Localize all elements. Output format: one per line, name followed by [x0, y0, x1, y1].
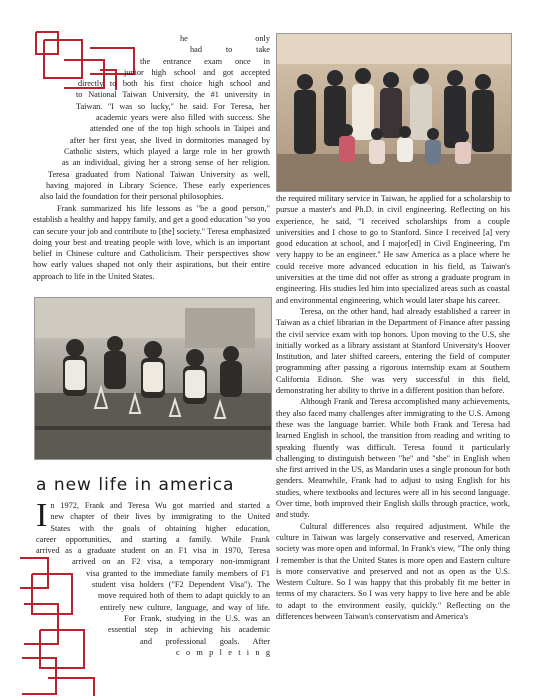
text-line: States with the goals of obtaining higher education,	[50, 523, 270, 533]
text-line: Taiwan. "I was so lucky," he said. For Teresa, her	[76, 101, 270, 111]
text-line: he only	[180, 34, 270, 43]
text-line: junior high school and got accepted	[124, 67, 270, 77]
text-line: new chapter of their lives by immigrating to the United	[50, 512, 270, 522]
text-line: arrived on an F2 visa, a temporary non-immigrant	[72, 557, 270, 567]
text-line: career opportunities, and starting a family. While Frank	[36, 534, 270, 544]
text-line: student visa holders ("F2 Dependent Visa"). The	[92, 580, 270, 590]
paragraph: Frank summarized his life lessons as "be a good person," establish a healthy and happy family, and get a good education "so you can secure your job and contribute to [the] society." Teresa emphasized doing your best and treating people with love, which is an important belief in Chinese culture and Catholicism. Their perspectives show how early values shaped not only their aspirations, but their entire approach to life in the United States.	[33, 204, 270, 281]
text-line: move required both of them to adapt quickly to an	[98, 591, 270, 601]
section-headline: a new life in america	[36, 475, 235, 495]
text-line: For Frank, studying in the U.S. was an	[124, 613, 270, 623]
paragraph: Although Frank and Teresa accomplished many achievements, they also faced many challenges after immigrating to the U.S. Among these was the language barrier. While both Frank and Teresa had learned English in school, the transition from reading and writing to speaking fluently was difficult. Teresa found it particularly challenging to distinguish between "he" and "she" in English when she first arrived in the US, as Mandarin uses a single pronoun for both genders. Meanwhile, Frank had to adjust to using English for his studies, where textbooks and lectures were all in his second language. Over time, both improved their English skills through practice, work, and study.	[276, 397, 510, 520]
column-1-bottom-text	[36, 497, 270, 658]
text-line: n 1972, Frank and Teresa Wu got married and started a	[50, 501, 270, 510]
text-line: visa granted to the immediate family members of F1	[86, 568, 270, 578]
text-line: as an individual, giving her a strong sense of her religion.	[62, 158, 270, 168]
text-line: c o m p l e t i n g	[176, 647, 270, 657]
text-line: arrived as a graduate student on an F1 visa in 1970, Teresa	[36, 546, 270, 556]
text-line: to National Taiwan University, the #1 university in	[76, 90, 270, 100]
historical-photo-lab	[34, 297, 272, 460]
text-line: academic years were also filled with success. She	[96, 113, 270, 123]
family-photo-illustration	[277, 34, 511, 191]
text-line: also laid the foundation for their personal philosophies.	[40, 192, 224, 202]
column-2-text	[276, 193, 510, 622]
column-1-paragraph-2	[33, 203, 270, 282]
drop-cap: I	[36, 497, 48, 534]
text-line: directly to both his first choice high school and	[78, 79, 270, 89]
family-photo	[276, 33, 512, 192]
text-line: having majored in Library Science. These early experiences	[46, 180, 270, 190]
lab-photo-illustration	[35, 298, 271, 459]
text-line: Teresa graduated from National Taiwan University as well,	[48, 169, 270, 179]
text-line: attended one of the top high schools in Taipei and	[90, 124, 270, 134]
text-line: had to take	[190, 45, 270, 55]
paragraph: the required military service in Taiwan, he applied for a scholarship to pursue a master's and Ph.D. in civil engineering. Reflecting on his experience, he said, "I received scholarships from a couple universities and I chose to go to Stanford. Since I received [a] very good education at school, and I major[ed] in Civil Engineering, I'm very happy to be an engineer." He saw America as a place where he could receive more advanced education in his field, as Taiwan's universities at the time did not offer as strong a graduate program in engineering. His studies led him into specialized areas such as coastal and environmental engineering, which would later shape his career.	[276, 194, 510, 305]
paragraph: Teresa, on the other hand, had already established a career in Taiwan as a chief librarian in the Department of Finance after passing the civil service exam with top honors. Upon moving to the U.S, she initially worked as a library assistant at Stanford University's Hoover Institution, and later shifted careers, entering the field of computer programming after passing a rigorous internship exam at Southern California Edison. She was very successful in this field, demonstrating her ability to thrive in a different position than before.	[276, 306, 510, 396]
text-line: essential step in achieving his academic	[108, 625, 270, 635]
column-1-top-text	[40, 33, 270, 202]
text-line: after her first year, she lived in dormitories managed by	[70, 135, 270, 145]
text-line: entirely new culture, language, and way of life.	[100, 602, 270, 612]
text-line: and professional goals. After	[140, 636, 270, 646]
text-line: Catholic sisters, which played a large role in her growth	[64, 146, 270, 156]
paragraph: Cultural differences also required adjustment. While the culture in Taiwan was largely conservative and reserved, American society was more open and informal. In Frank's view, "The only thing I remember is that the United States is more open and Eastern culture is more conservative and preserved and not as open as the U.S. Western Culture. So I was happy that this probably fit me better in terms of my characters. So I was very happy to live here and be able to adapt to the environment easily, quickly." Reflecting on the differences between Taiwan's conservatism and America's	[276, 521, 510, 621]
text-line: the entrance exam once in	[140, 56, 270, 66]
